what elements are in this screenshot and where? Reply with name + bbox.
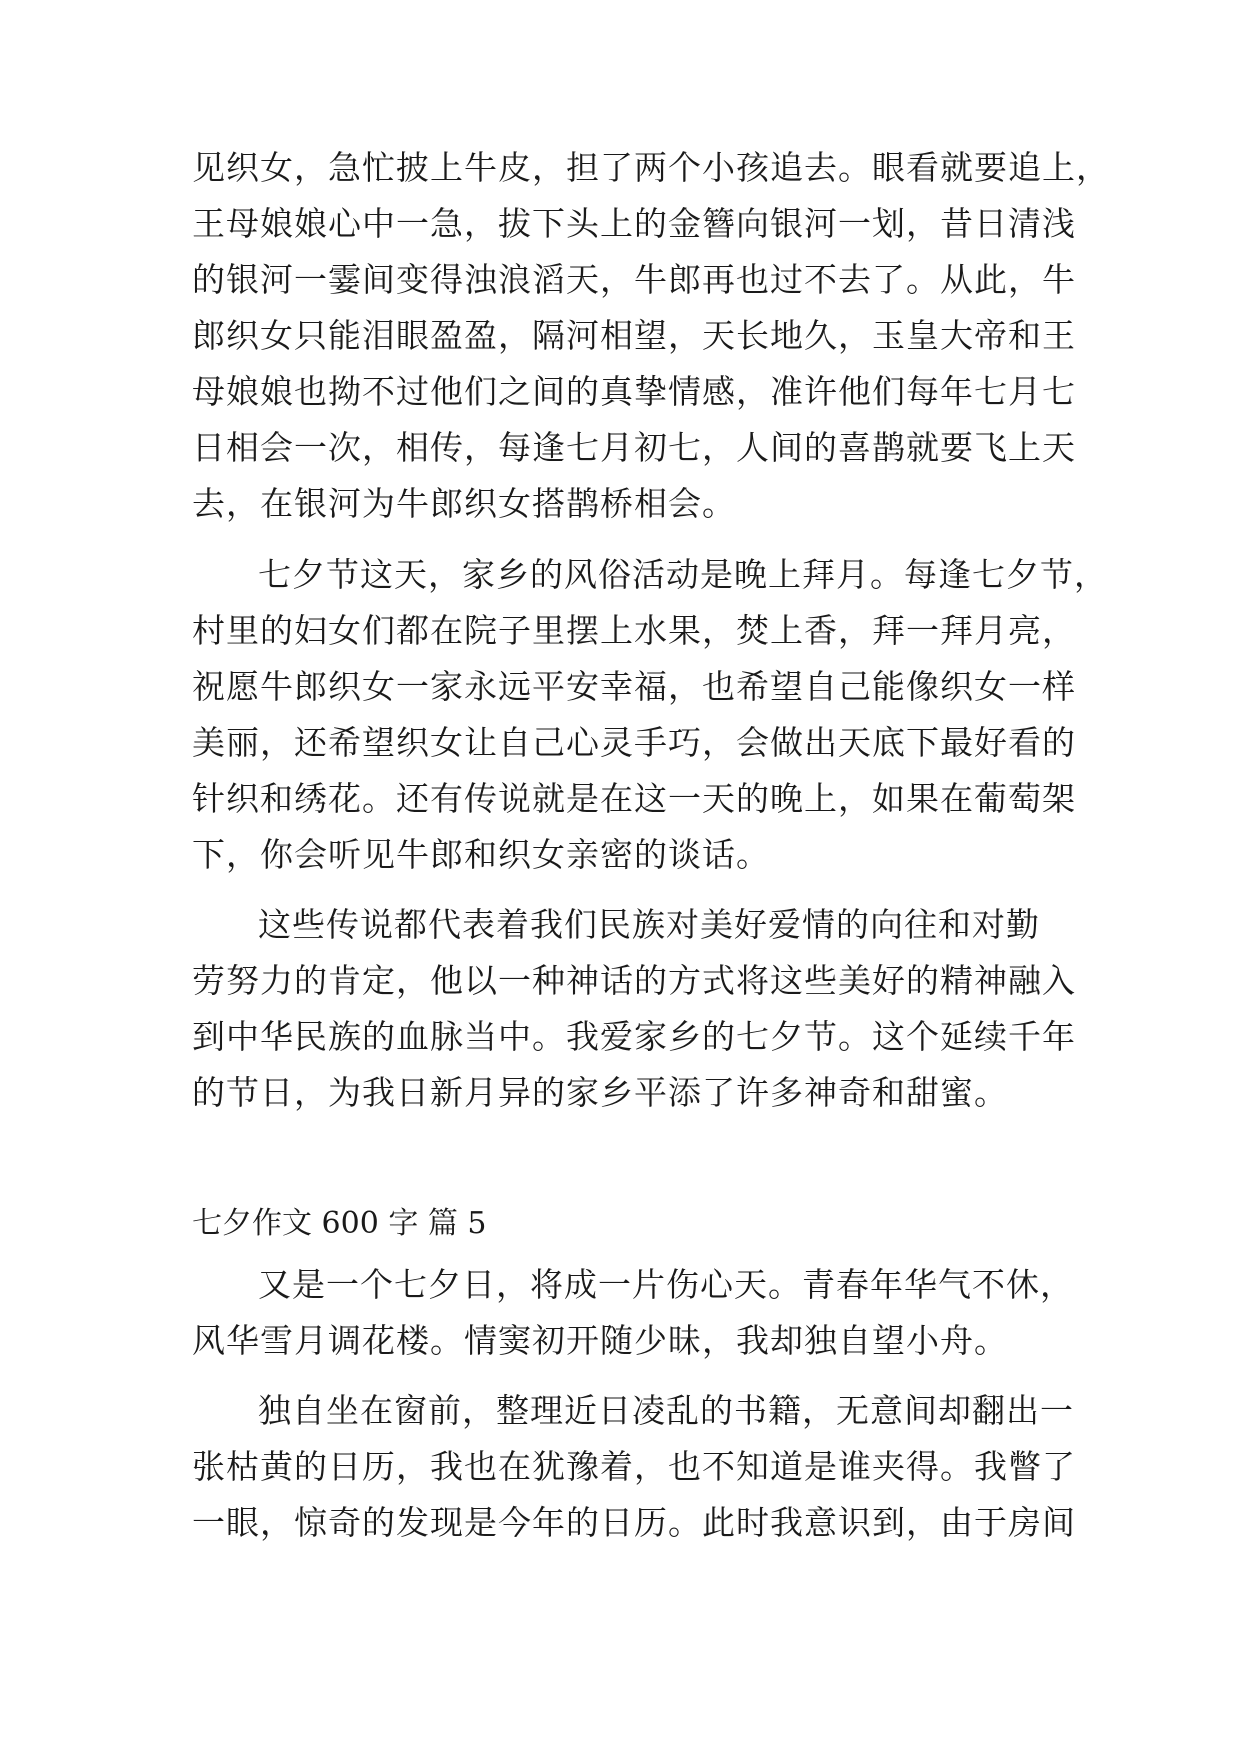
text-line: 又是一个七夕日，将成一片伤心天。青春年华气不休， (258, 1265, 1074, 1304)
text-line: 日相会一次，相传，每逢七月初七，人间的喜鹊就要飞上天 (192, 428, 1076, 467)
text-line: 美丽，还希望织女让自己心灵手巧，会做出天底下最好看的 (192, 723, 1076, 762)
text-line: 独自坐在窗前，整理近日凌乱的书籍，无意间却翻出一 (258, 1391, 1074, 1430)
text-line: 见织女，急忙披上牛皮，担了两个小孩追去。眼看就要追上， (192, 148, 1110, 187)
text-line: 这些传说都代表着我们民族对美好爱情的向往和对勤 (258, 905, 1040, 944)
text-line: 去，在银河为牛郎织女搭鹊桥相会。 (192, 484, 736, 523)
text-line: 村里的妇女们都在院子里摆上水果，焚上香，拜一拜月亮， (192, 611, 1076, 650)
section-heading: 七夕作文 600 字 篇 5 (192, 1206, 487, 1241)
text-line: 的节日，为我日新月异的家乡平添了许多神奇和甜蜜。 (192, 1073, 1008, 1112)
text-line: 母娘娘也拗不过他们之间的真挚情感，准许他们每年七月七 (192, 372, 1076, 411)
text-line: 七夕节这天，家乡的风俗活动是晚上拜月。每逢七夕节， (258, 555, 1108, 594)
text-line: 张枯黄的日历，我也在犹豫着，也不知道是谁夹得。我瞥了 (192, 1447, 1076, 1486)
text-line: 王母娘娘心中一急，拔下头上的金簪向银河一划，昔日清浅 (192, 204, 1076, 243)
text-line: 的银河一霎间变得浊浪滔天，牛郎再也过不去了。从此，牛 (192, 260, 1076, 299)
text-line: 针织和绣花。还有传说就是在这一天的晚上，如果在葡萄架 (192, 779, 1076, 818)
text-line: 风华雪月调花楼。情窦初开随少昧，我却独自望小舟。 (192, 1321, 1008, 1360)
text-line: 劳努力的肯定，他以一种神话的方式将这些美好的精神融入 (192, 961, 1076, 1000)
text-line: 一眼，惊奇的发现是今年的日历。此时我意识到，由于房间 (192, 1503, 1076, 1542)
text-line: 祝愿牛郎织女一家永远平安幸福，也希望自己能像织女一样 (192, 667, 1076, 706)
text-line: 下，你会听见牛郎和织女亲密的谈话。 (192, 835, 770, 874)
text-line: 到中华民族的血脉当中。我爱家乡的七夕节。这个延续千年 (192, 1017, 1076, 1056)
text-line: 郎织女只能泪眼盈盈，隔河相望，天长地久，玉皇大帝和王 (192, 316, 1076, 355)
